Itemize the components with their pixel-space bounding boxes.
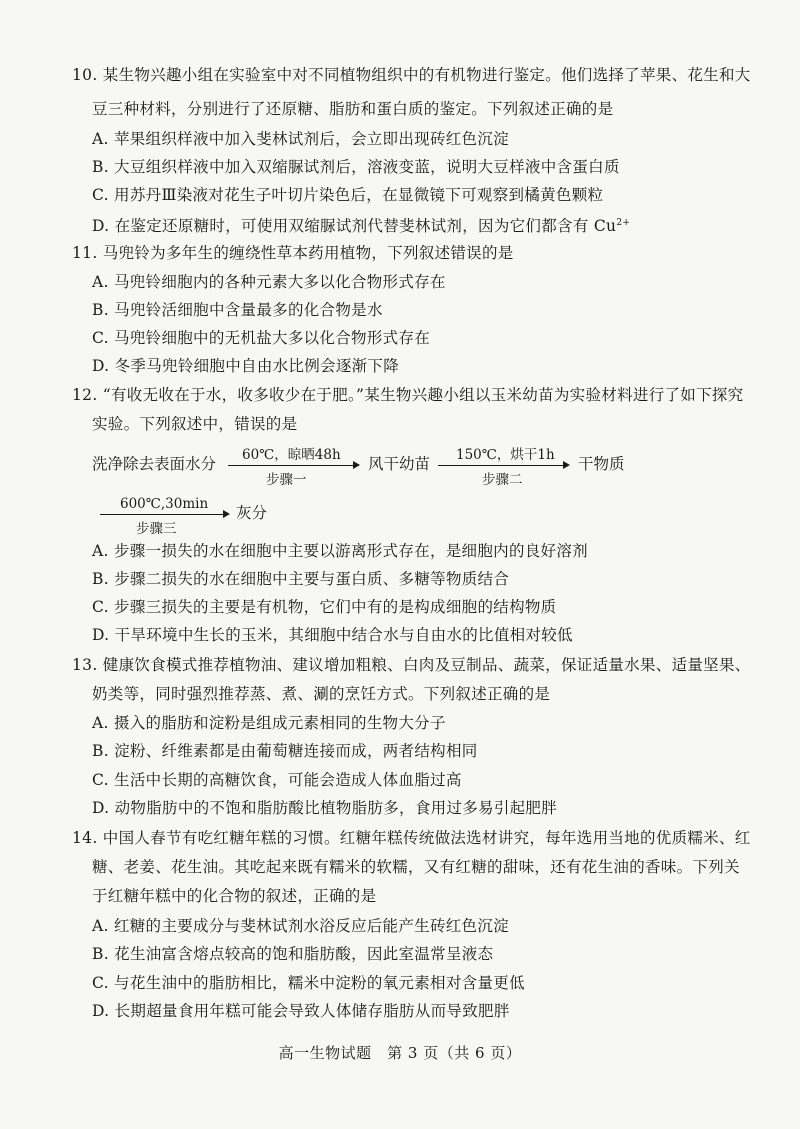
q14-option-d: D. 长期超量食用年糕可能会导致人体储存脂肪从而导致肥胖	[92, 1002, 510, 1020]
q12-stem-line1: 12. “有收无收在于水，收多收少在于肥。”某生物兴趣小组以玉米幼苗为实验材料进行了如下探究	[72, 386, 744, 404]
q11-option-c: C. 马兜铃细胞中的无机盐大多以化合物形式存在	[92, 329, 431, 347]
flow-start: 洗净除去表面水分	[92, 455, 217, 473]
q11-option-b: B. 马兜铃活细胞中含量最多的化合物是水	[92, 301, 383, 319]
q10-option-c: C. 用苏丹Ⅲ染液对花生子叶切片染色后，在显微镜下可观察到橘黄色颗粒	[92, 186, 604, 204]
q11-stem: 11. 马兜铃为多年生的缠绕性草本药用植物，下列叙述错误的是	[72, 244, 514, 262]
q13-option-c: C. 生活中长期的高糖饮食，可能会造成人体血脂过高	[92, 771, 462, 789]
flow-arrow-3	[100, 514, 228, 515]
flow-cond3: 600℃,30min	[120, 496, 209, 512]
q11-option-d: D. 冬季马兜铃细胞中自由水比例会逐渐下降	[92, 357, 400, 375]
flow-mid1: 风干幼苗	[368, 455, 431, 473]
flow-cond1: 60℃，晾晒48h	[242, 447, 341, 463]
q10-stem-line1: 10. 某生物兴趣小组在实验室中对不同植物组织中的有机物进行鉴定。他们选择了苹果、花生和大	[72, 66, 751, 84]
flow-step1: 步骤一	[266, 472, 307, 488]
q14-option-a: A. 红糖的主要成分与斐林试剂水浴反应后能产生砖红色沉淀	[92, 917, 509, 935]
q12-flow-diagram	[0, 0, 800, 540]
q12-option-a: A. 步骤一损失的水在细胞中主要以游离形式存在，是细胞内的良好溶剂	[92, 542, 588, 560]
flow-mid2: 干物质	[578, 455, 625, 473]
q13-option-a: A. 摄入的脂肪和淀粉是组成元素相同的生物大分子	[92, 714, 446, 732]
q11-option-a: A. 马兜铃细胞内的各种元素大多以化合物形式存在	[92, 273, 446, 291]
q10-option-a: A. 苹果组织样液中加入斐林试剂后，会立即出现砖红色沉淀	[92, 130, 509, 148]
q13-option-b: B. 淀粉、纤维素都是由葡萄糖连接而成，两者结构相同	[92, 742, 478, 760]
flow-end: 灰分	[236, 504, 268, 522]
q13-stem-line2: 奶类等，同时强烈推荐蒸、煮、涮的烹饪方式。下列叙述正确的是	[92, 685, 551, 703]
q12-option-d: D. 干旱环境中生长的玉米，其细胞中结合水与自由水的比值相对较低	[92, 626, 573, 644]
q14-stem-line2: 糖、老姜、花生油。其吃起来既有糯米的软糯，又有红糖的甜味，还有花生油的香味。下列关	[92, 858, 740, 876]
q14-stem-line1: 14. 中国人春节有吃红糖年糕的习惯。红糖年糕传统做法选材讲究，每年选用当地的优质糯米、红	[72, 829, 751, 847]
q12-stem-line2: 实验。下列叙述中，错误的是	[92, 415, 298, 433]
q14-option-b: B. 花生油富含熔点较高的饱和脂肪酸，因此室温常呈液态	[92, 945, 494, 963]
q12-option-b: B. 步骤二损失的水在细胞中主要与蛋白质、多糖等物质结合	[92, 570, 510, 588]
q10-option-d-text: D. 在鉴定还原糖时，可使用双缩脲试剂代替斐林试剂，因为它们都含有 Cu	[92, 217, 617, 235]
flow-arrow-1	[228, 465, 358, 466]
q14-stem-line3: 于红糖年糕中的化合物的叙述，正确的是	[92, 887, 377, 905]
q10-option-b: B. 大豆组织样液中加入双缩脲试剂后，溶液变蓝，说明大豆样液中含蛋白质	[92, 158, 620, 176]
page-footer: 高一生物试题 第 3 页（共 6 页）	[278, 1044, 522, 1062]
flow-arrow-2	[438, 465, 568, 466]
q10-stem-line2: 豆三种材料，分别进行了还原糖、脂肪和蛋白质的鉴定。下列叙述正确的是	[92, 100, 614, 118]
q10-option-d-sup: 2+	[616, 218, 631, 228]
flow-step2: 步骤二	[482, 472, 523, 488]
q13-stem-line1: 13. 健康饮食模式推荐植物油、建议增加粗粮、白肉及豆制品、蔬菜，保证适量水果、适量坚果、	[72, 656, 751, 674]
q12-option-c: C. 步骤三损失的主要是有机物，它们中有的是构成细胞的结构物质	[92, 598, 557, 616]
q13-option-d: D. 动物脂肪中的不饱和脂肪酸比植物脂肪多，食用过多易引起肥胖	[92, 799, 558, 817]
q14-option-c: C. 与花生油中的脂肪相比，糯米中淀粉的氧元素相对含量更低	[92, 974, 525, 992]
flow-cond2: 150℃，烘干1h	[456, 447, 555, 463]
flow-step3: 步骤三	[136, 521, 177, 537]
